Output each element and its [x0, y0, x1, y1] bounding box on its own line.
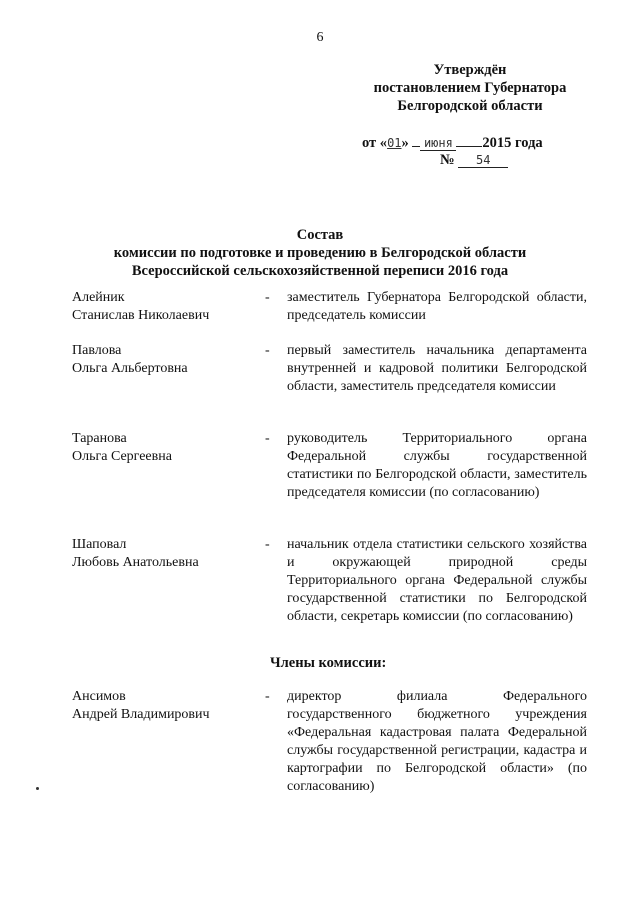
member-surname: Шаповал: [72, 537, 127, 552]
member-name: [72, 536, 262, 572]
member-name: [72, 688, 262, 724]
decree-date: [362, 134, 543, 152]
member-given-names: Ольга Сергеевна: [72, 449, 172, 464]
member-name: [72, 289, 262, 325]
member-position: руководитель Территориального органа Федеральной службы государственной статистики по Белгородской области, заместитель председателя комиссии (по согласованию): [287, 431, 587, 500]
member-given-names: Любовь Анатольевна: [72, 555, 199, 570]
member-position: заместитель Губернатора Белгородской области, председатель комиссии: [287, 290, 587, 323]
member-surname: Ансимов: [72, 689, 126, 704]
member-surname: Алейник: [72, 290, 125, 305]
entry-dash: -: [265, 689, 270, 704]
date-month: июня: [420, 136, 456, 151]
member-position: директор филиала Федерального государственного бюджетного учреждения «Федеральная кадастровая палата Федеральной службы государственной регистрации, кадастра и картографии по Белгородской области» (по согласованию): [287, 689, 587, 794]
member-position: начальник отдела статистики сельского хозяйства и окружающей природной среды Территориального органа Федеральной службы государственной статистики по Белгородской области, секретарь комиссии (по согласованию): [287, 537, 587, 624]
title-line-2: комиссии по подготовке и проведению в Белгородской области: [113, 245, 527, 261]
approval-line-2: постановлением Губернатора: [373, 80, 567, 96]
approval-line-3: Белгородской области: [397, 98, 543, 114]
approval-stamp: [360, 61, 580, 115]
member-surname: Таранова: [72, 431, 127, 446]
decree-number: [440, 152, 508, 169]
member-position: первый заместитель начальника департамента внутренней и кадровой политики Белгородской области, заместитель председателя комиссии: [287, 343, 587, 394]
number-value: 54: [458, 153, 508, 168]
entry-dash: -: [265, 343, 270, 358]
member-name: [72, 342, 262, 378]
scan-speck: [36, 787, 39, 790]
date-year: 2015 года: [482, 135, 543, 151]
member-surname: Павлова: [72, 343, 122, 358]
date-mid: »: [401, 135, 409, 151]
members-heading: Члены комиссии:: [270, 655, 387, 671]
member-given-names: Ольга Альбертовна: [72, 361, 188, 376]
approval-line-1: Утверждён: [433, 62, 507, 78]
member-name: [72, 430, 262, 466]
date-prefix: от «: [362, 135, 388, 151]
page-number: 6: [316, 30, 324, 45]
member-given-names: Андрей Владимирович: [72, 707, 210, 722]
date-blank-right: [456, 134, 482, 147]
title-line-3: Всероссийской сельскохозяйственной переписи 2016 года: [131, 263, 509, 279]
entry-dash: -: [265, 290, 270, 305]
number-label: №: [440, 152, 455, 168]
date-day: 01: [387, 136, 402, 150]
document-title: [0, 226, 640, 280]
entry-dash: -: [265, 431, 270, 446]
date-blank-left: [412, 134, 420, 147]
member-given-names: Станислав Николаевич: [72, 308, 210, 323]
entry-dash: -: [265, 537, 270, 552]
title-line-1: Состав: [296, 227, 344, 243]
